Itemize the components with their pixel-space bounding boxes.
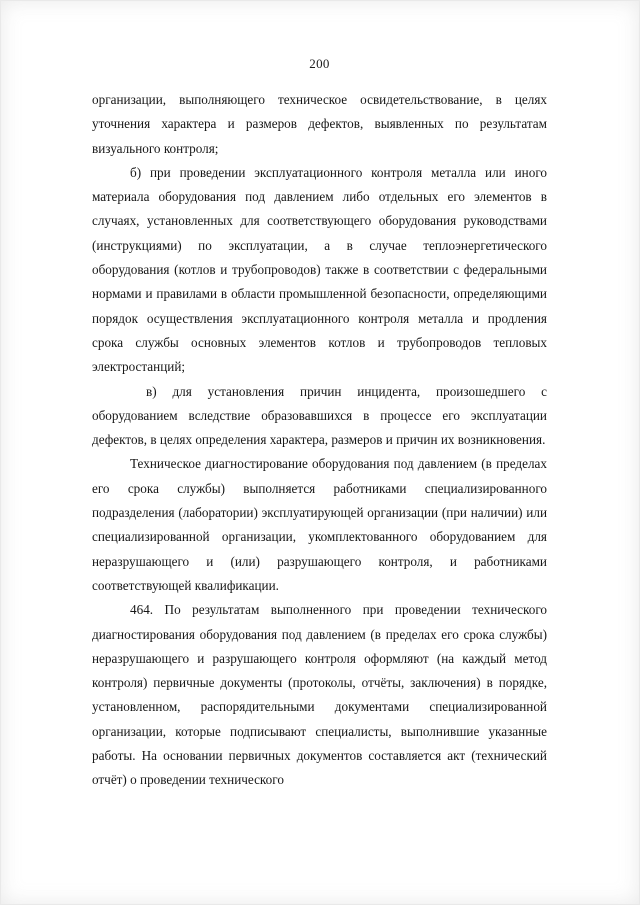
page-number: 200	[309, 56, 330, 71]
paragraph-5: 464. По результатам выполненного при проведении технического диагностирования оборудования под давлением (в пределах его срока службы) неразрушающего и разрушающего контроля оформляют (на каждый метод контроля) первичные документы (протоколы, отчёты, заключения) в порядке, установленном, распорядительными документами специализированной организации, которые подписывают специалисты, выполнившие указанные работы. На основании первичных документов составляется акт (технический отчёт) о проведении технического	[92, 602, 547, 788]
paragraph-3: в) для установления причин инцидента, произошедшего с оборудованием вследствие образовавшихся в процессе его эксплуатации дефектов, в целях определения характера, размеров и причин их возникновения.	[92, 383, 547, 448]
paragraph-2: б) при проведении эксплуатационного контроля металла или иного материала оборудования под давлением либо отдельных его элементов в случаях, установленных для соответствующего оборудования руководствами (инструкциями) по эксплуатации, а в случае теплоэнергетического оборудования (котлов и трубопроводов) также в соответствии с федеральными нормами и правилами в области промышленной безопасности, определяющими порядок осуществления эксплуатационного контроля металла и продления срока службы основных элементов котлов и трубопроводов тепловых электростанций;	[92, 164, 547, 375]
paragraph-1: организации, выполняющего техническое освидетельствование, в целях уточнения характера и размеров дефектов, выявленных по результатам визуального контроля;	[92, 92, 547, 156]
paragraph-4: Техническое диагностирование оборудования под давлением (в пределах его срока службы) выполняется работниками специализированного подразделения (лаборатории) эксплуатирующей организации (при наличии) или специализированной организации, укомплектованного оборудованием для неразрушающего и (или) разрушающего контроля, и работниками соответствующей квалификации.	[92, 456, 547, 593]
page-content	[92, 56, 547, 793]
